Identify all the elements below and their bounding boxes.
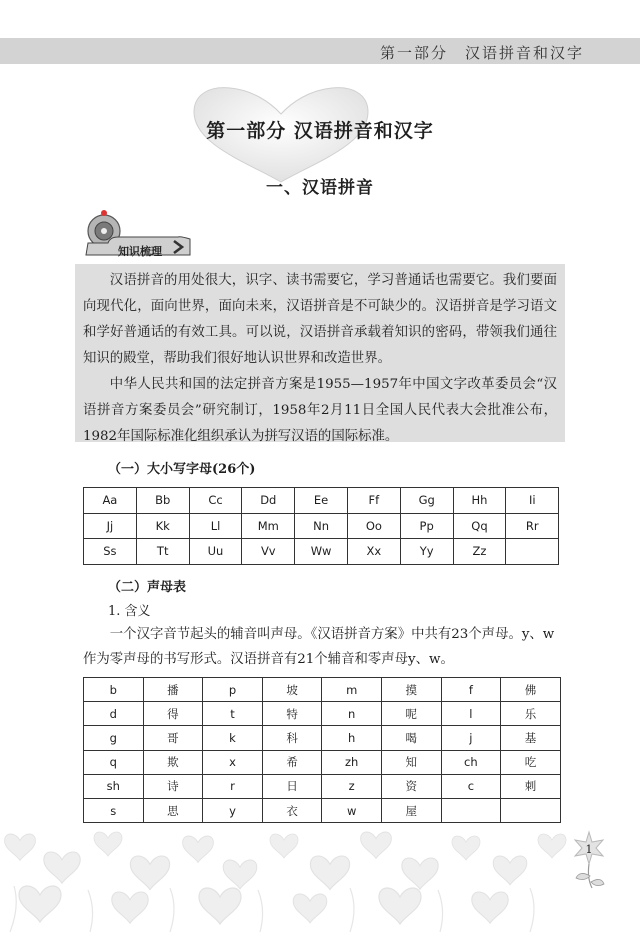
initial-cell: r (203, 774, 263, 798)
letter-cell: Ii (506, 488, 559, 514)
initials-intro: 一个汉字音节起头的辅音叫声母。《汉语拼音方案》中共有23个声母。y、w作为零声母的书写形式。汉语拼音有21个辅音和零声母y、w。 (83, 627, 555, 667)
example-char-cell: 日 (262, 774, 322, 798)
table-row (84, 488, 559, 514)
letter-cell: Zz (453, 539, 506, 565)
letter-cell: Xx (347, 539, 400, 565)
initial-cell: w (322, 798, 382, 822)
example-char-cell: 思 (143, 798, 203, 822)
knowledge-paragraph-2: 中华人民共和国的法定拼音方案是1955—1957年中国文字改革委员会“汉语拼音方案委员会”研究制订，1958年2月11日全国人民代表大会批准公布，1982年国际标准化组织承认为拼写汉语的国际标准。 (83, 377, 557, 444)
table-row (84, 726, 561, 750)
initial-cell: l (441, 702, 501, 726)
example-char-cell: 哥 (143, 726, 203, 750)
example-char-cell: 基 (501, 726, 561, 750)
letter-cell: Mm (242, 513, 295, 539)
example-char-cell: 播 (143, 678, 203, 702)
example-char-cell: 摸 (381, 678, 441, 702)
example-char-cell: 衣 (262, 798, 322, 822)
initial-cell: y (203, 798, 263, 822)
running-title: 第一部分 汉语拼音和汉字 (379, 44, 584, 62)
knowledge-box (75, 264, 565, 442)
example-char-cell: 诗 (143, 774, 203, 798)
example-char-cell: 喝 (381, 726, 441, 750)
letter-cell: Ee (295, 488, 348, 514)
initial-cell: z (322, 774, 382, 798)
letter-cell: Ww (295, 539, 348, 565)
initial-cell: n (322, 702, 382, 726)
initial-cell: t (203, 702, 263, 726)
letters-table (83, 487, 559, 565)
initial-cell: sh (84, 774, 144, 798)
table-row (84, 750, 561, 774)
example-char-cell: 资 (381, 774, 441, 798)
initial-cell: k (203, 726, 263, 750)
example-char-cell: 佛 (501, 678, 561, 702)
initial-cell: m (322, 678, 382, 702)
initial-cell: b (84, 678, 144, 702)
example-char-cell: 坡 (262, 678, 322, 702)
letter-cell: Cc (189, 488, 242, 514)
initial-cell: p (203, 678, 263, 702)
letter-cell: Tt (136, 539, 189, 565)
example-char-cell: 得 (143, 702, 203, 726)
letter-cell (506, 539, 559, 565)
example-char-cell: 刺 (501, 774, 561, 798)
initial-cell: ch (441, 750, 501, 774)
letter-cell: Kk (136, 513, 189, 539)
letter-cell: Jj (84, 513, 137, 539)
letter-cell: Ff (347, 488, 400, 514)
letter-cell: Rr (506, 513, 559, 539)
letter-cell: Oo (347, 513, 400, 539)
example-char-cell: 特 (262, 702, 322, 726)
initial-cell: q (84, 750, 144, 774)
example-char-cell: 吃 (501, 750, 561, 774)
letter-cell: Pp (400, 513, 453, 539)
letters-heading: （一）大小写字母(26个) (108, 462, 256, 477)
letter-cell: Nn (295, 513, 348, 539)
letter-cell: Bb (136, 488, 189, 514)
example-char-cell: 科 (262, 726, 322, 750)
letter-cell: Uu (189, 539, 242, 565)
knowledge-paragraph-1: 汉语拼音的用处很大，识字、读书需要它，学习普通话也需要它。我们要面向现代化，面向世界，面向未来，汉语拼音是不可缺少的。汉语拼音是学习语文和学好普通话的有效工具。可以说，汉语拼音承载着知识的密码，带领我们通往知识的殿堂，帮助我们很好地认识世界和改造世界。 (83, 273, 557, 366)
table-row (84, 513, 559, 539)
initial-cell: f (441, 678, 501, 702)
example-char-cell: 欺 (143, 750, 203, 774)
initial-cell: d (84, 702, 144, 726)
table-row (84, 539, 559, 565)
letter-cell: Ss (84, 539, 137, 565)
letter-cell: Ll (189, 513, 242, 539)
letter-cell: Dd (242, 488, 295, 514)
hearts-footer-decoration (0, 826, 640, 932)
example-char-cell: 呢 (381, 702, 441, 726)
letter-cell: Gg (400, 488, 453, 514)
initial-cell: c (441, 774, 501, 798)
table-row (84, 798, 561, 822)
table-row (84, 774, 561, 798)
initial-cell: g (84, 726, 144, 750)
letter-cell: Hh (453, 488, 506, 514)
letter-cell: Yy (400, 539, 453, 565)
letter-cell: Vv (242, 539, 295, 565)
initials-table (83, 677, 561, 823)
initials-subheading: 1. 含义 (108, 604, 151, 619)
part-title: 第一部分 汉语拼音和汉字 (206, 120, 434, 142)
example-char-cell (501, 798, 561, 822)
initials-heading: （二）声母表 (108, 580, 187, 595)
badge-label: 知识梳理 (118, 245, 162, 258)
example-char-cell: 希 (262, 750, 322, 774)
example-char-cell: 屋 (381, 798, 441, 822)
initial-cell: h (322, 726, 382, 750)
section-title: 一、汉语拼音 (266, 178, 374, 198)
example-char-cell: 知 (381, 750, 441, 774)
initial-cell: j (441, 726, 501, 750)
letter-cell: Aa (84, 488, 137, 514)
initial-cell (441, 798, 501, 822)
initial-cell: zh (322, 750, 382, 774)
page-number: 1 (585, 843, 593, 856)
table-row (84, 702, 561, 726)
example-char-cell: 乐 (501, 702, 561, 726)
initial-cell: x (203, 750, 263, 774)
initial-cell: s (84, 798, 144, 822)
table-row (84, 678, 561, 702)
letter-cell: Qq (453, 513, 506, 539)
